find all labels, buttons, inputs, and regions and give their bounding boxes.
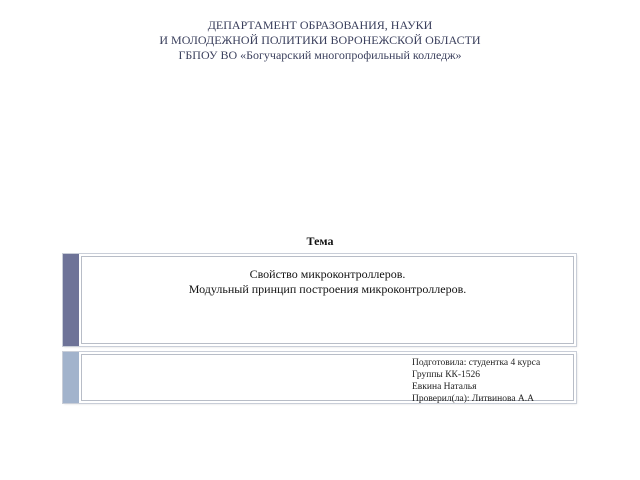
topic-line-2: Модульный принцип построения микроконтроллеров. [188, 282, 467, 296]
info-accent-bar [63, 352, 79, 403]
topic-box [63, 254, 576, 346]
info-checked-by: Проверил(ла): Литвинова А.А [412, 394, 535, 404]
author-info-box [63, 352, 576, 403]
info-student-name: Евкина Наталья [412, 382, 477, 392]
header-line-2: И МОЛОДЕЖНОЙ ПОЛИТИКИ ВОРОНЕЖСКОЙ ОБЛАСТИ [159, 33, 481, 47]
topic-line-1: Свойство микроконтроллеров. [249, 267, 406, 281]
organization-header [0, 18, 640, 63]
header-line-3: ГБПОУ ВО «Богучарский многопрофильный колледж» [178, 48, 462, 62]
topic-accent-bar [63, 254, 79, 346]
topic-box-content [81, 256, 574, 344]
author-info-text [412, 357, 540, 405]
topic-text [82, 267, 573, 297]
info-box-content [81, 354, 574, 404]
header-line-1: ДЕПАРТАМЕНТ ОБРАЗОВАНИЯ, НАУКИ [207, 18, 433, 32]
theme-label: Тема [306, 234, 334, 248]
info-group: Группы КК-1526 [412, 370, 481, 380]
info-prepared-by: Подготовила: студентка 4 курса [412, 358, 541, 368]
